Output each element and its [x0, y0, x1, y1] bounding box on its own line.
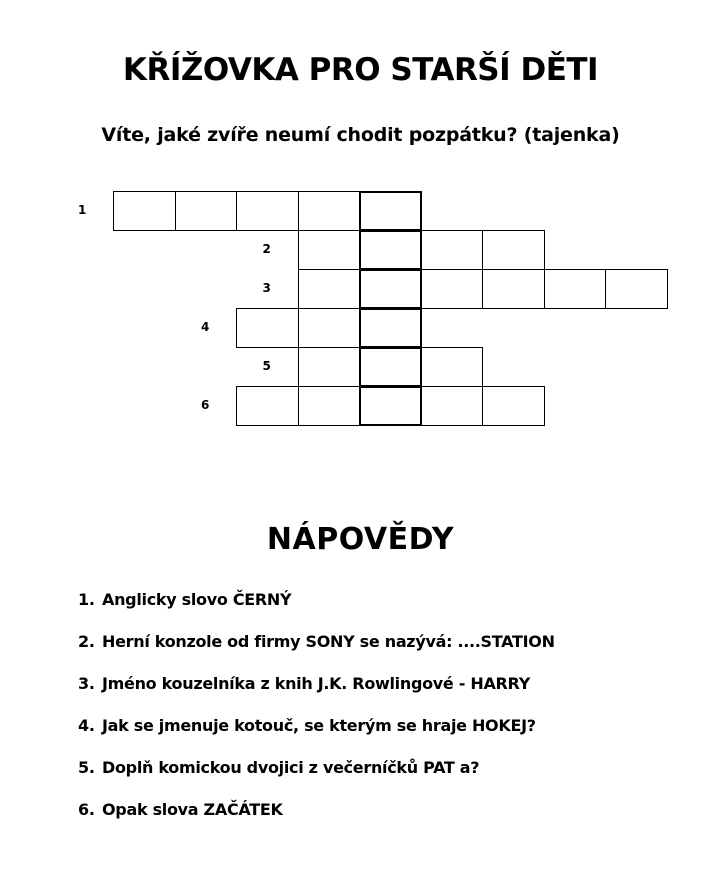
crossword-cell[interactable] — [421, 386, 484, 426]
clue-text: Opak slova ZAČÁTEK — [102, 800, 283, 819]
clue-item — [78, 795, 555, 837]
tajenka-cell[interactable] — [359, 269, 422, 309]
clue-list — [78, 585, 555, 837]
page-title: KŘÍŽOVKA PRO STARŠÍ DĚTI — [122, 52, 599, 88]
crossword-cell[interactable] — [236, 386, 299, 426]
clue-text: Doplň komickou dvojici z večerníčků PAT a? — [102, 758, 480, 777]
clue-number: 4. — [78, 716, 95, 735]
crossword-cell[interactable] — [298, 269, 361, 309]
row-number: 1 — [78, 203, 87, 217]
crossword-cell[interactable] — [421, 347, 484, 387]
clue-number: 6. — [78, 800, 95, 819]
crossword-cell[interactable] — [421, 269, 484, 309]
crossword-cell[interactable] — [298, 308, 361, 348]
crossword-cell[interactable] — [482, 386, 545, 426]
clue-text: Jméno kouzelníka z knih J.K. Rowlingové - HARRY — [102, 674, 530, 693]
row-number: 4 — [201, 320, 210, 334]
crossword-cell[interactable] — [482, 230, 545, 270]
clue-number: 3. — [78, 674, 95, 693]
tajenka-cell[interactable] — [359, 230, 422, 270]
crossword-cell[interactable] — [298, 386, 361, 426]
crossword-cell[interactable] — [298, 347, 361, 387]
puzzle-question: Víte, jaké zvíře neumí chodit pozpátku? (tajenka) — [101, 124, 620, 146]
clue-number: 1. — [78, 590, 95, 609]
crossword-cell[interactable] — [421, 230, 484, 270]
clue-number: 2. — [78, 632, 95, 651]
tajenka-cell[interactable] — [359, 386, 422, 426]
clue-text: Jak se jmenuje kotouč, se kterým se hraje HOKEJ? — [102, 716, 536, 735]
clue-item — [78, 585, 555, 627]
tajenka-cell[interactable] — [359, 308, 422, 348]
crossword-cell[interactable] — [298, 191, 361, 231]
crossword-cell[interactable] — [544, 269, 607, 309]
row-number: 3 — [262, 281, 271, 295]
row-number: 5 — [262, 359, 271, 373]
crossword-cell[interactable] — [236, 308, 299, 348]
clue-item — [78, 711, 555, 753]
clue-item — [78, 627, 555, 669]
clue-text: Anglicky slovo ČERNÝ — [102, 590, 292, 609]
tajenka-cell[interactable] — [359, 191, 422, 231]
clue-item — [78, 669, 555, 711]
crossword-cell[interactable] — [482, 269, 545, 309]
crossword-cell[interactable] — [175, 191, 238, 231]
clue-text: Herní konzole od firmy SONY se nazývá: ....STATION — [102, 632, 555, 651]
crossword-cell[interactable] — [236, 191, 299, 231]
hints-heading: NÁPOVĚDY — [266, 522, 455, 557]
crossword-cell[interactable] — [298, 230, 361, 270]
row-number: 6 — [201, 398, 210, 412]
row-number: 2 — [262, 242, 271, 256]
clue-number: 5. — [78, 758, 95, 777]
crossword-cell[interactable] — [605, 269, 668, 309]
clue-item — [78, 753, 555, 795]
tajenka-cell[interactable] — [359, 347, 422, 387]
crossword-cell[interactable] — [113, 191, 176, 231]
